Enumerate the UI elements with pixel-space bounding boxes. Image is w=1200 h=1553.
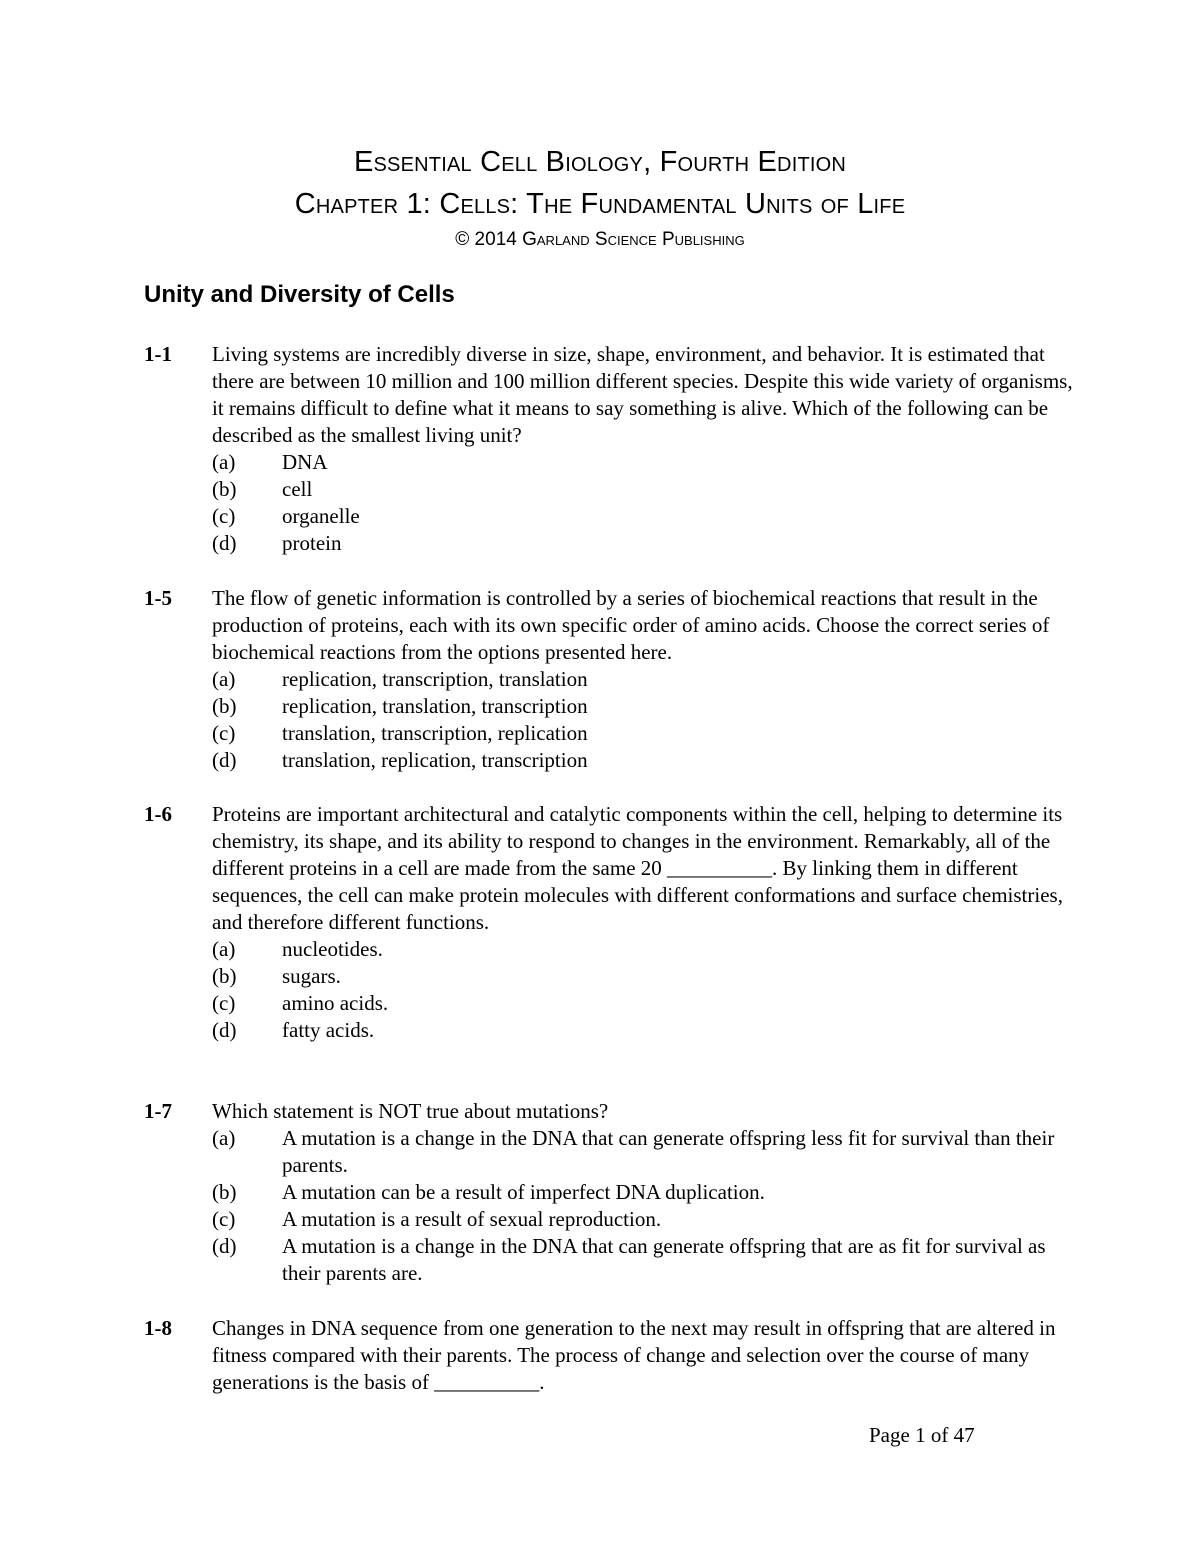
- option-letter: (b): [212, 477, 237, 501]
- answer-option: [212, 963, 1074, 990]
- option-text: replication, transcription, translation: [282, 667, 588, 691]
- chapter-title: Chapter 1: Cells: The Fundamental Units of Life: [294, 188, 906, 220]
- question-text: Proteins are important architectural and catalytic components within the cell, helping to determine its chemistry, its shape, and its ability to respond to changes in the environment. Remarkably, all of the different proteins in a cell are made from the same 20 __________. By linking them in different sequences, the cell can make protein molecules with different conformations and surface chemistries, and therefore different functions.: [212, 802, 1063, 934]
- option-letter: (c): [212, 1207, 236, 1231]
- option-text: A mutation can be a result of imperfect DNA duplication.: [282, 1180, 765, 1204]
- answer-option: [212, 1017, 1074, 1044]
- document-header: [0, 141, 1200, 254]
- option-text: A mutation is a change in the DNA that can generate offspring that are as fit for survival as their parents are.: [282, 1234, 1046, 1285]
- option-letter: (c): [212, 504, 236, 528]
- question-text: The flow of genetic information is controlled by a series of biochemical reactions that result in the production of proteins, each with its own specific order of amino acids. Choose the correct series of biochemical reactions from the options presented here.: [212, 586, 1050, 664]
- answer-option: [212, 530, 1074, 557]
- option-letter: (b): [212, 694, 237, 718]
- question-1-6: [144, 801, 1074, 1044]
- question-text: Living systems are incredibly diverse in size, shape, environment, and behavior. It is estimated that there are between 10 million and 100 million different species. Despite this wide variety of organisms, it remains difficult to define what it means to say something is alive. Which of the following can be described as the smallest living unit?: [212, 342, 1073, 447]
- option-text: translation, transcription, replication: [282, 721, 588, 745]
- option-letter: (d): [212, 531, 237, 555]
- option-letter: (c): [212, 991, 236, 1015]
- question-number: 1-8: [144, 1316, 172, 1340]
- option-letter: (c): [212, 721, 236, 745]
- answer-option: [212, 1206, 1074, 1233]
- copyright-line: © 2014 Garland Science Publishing: [455, 229, 745, 250]
- option-text: A mutation is a change in the DNA that can generate offspring less fit for survival than their parents.: [282, 1126, 1055, 1177]
- question-number: 1-7: [144, 1099, 172, 1123]
- answer-option: [212, 1233, 1074, 1287]
- option-letter: (b): [212, 964, 237, 988]
- option-letter: (a): [212, 667, 236, 691]
- answer-option: [212, 503, 1074, 530]
- answer-option: [212, 693, 1074, 720]
- option-text: translation, replication, transcription: [282, 748, 588, 772]
- question-1-7: [144, 1098, 1074, 1287]
- answer-option: [212, 476, 1074, 503]
- answer-option: [212, 449, 1074, 476]
- question-1-1: [144, 341, 1074, 557]
- book-title: Essential Cell Biology, Fourth Edition: [353, 146, 847, 178]
- question-number: 1-1: [144, 342, 172, 366]
- option-text: DNA: [282, 450, 328, 474]
- page-number: Page 1 of 47: [869, 1423, 975, 1447]
- option-text: sugars.: [282, 964, 341, 988]
- answer-option: [212, 747, 1074, 774]
- option-text: cell: [282, 477, 313, 501]
- option-text: protein: [282, 531, 342, 555]
- answer-option: [212, 1125, 1074, 1179]
- answer-option: [212, 936, 1074, 963]
- question-1-5: [144, 585, 1074, 774]
- question-1-8: [144, 1315, 1074, 1396]
- option-letter: (a): [212, 450, 236, 474]
- option-letter: (d): [212, 1018, 237, 1042]
- question-number: 1-6: [144, 802, 172, 826]
- option-letter: (a): [212, 937, 236, 961]
- section-heading: Unity and Diversity of Cells: [144, 281, 455, 308]
- option-text: organelle: [282, 504, 360, 528]
- answer-option: [212, 666, 1074, 693]
- option-text: fatty acids.: [282, 1018, 375, 1042]
- answer-option: [212, 720, 1074, 747]
- option-text: A mutation is a result of sexual reproduction.: [282, 1207, 662, 1231]
- option-letter: (b): [212, 1180, 237, 1204]
- question-number: 1-5: [144, 586, 172, 610]
- option-text: nucleotides.: [282, 937, 383, 961]
- question-text: Changes in DNA sequence from one generation to the next may result in offspring that are altered in fitness compared with their parents. The process of change and selection over the course of many generations is the basis of __________.: [212, 1316, 1056, 1394]
- option-text: amino acids.: [282, 991, 389, 1015]
- option-text: replication, translation, transcription: [282, 694, 588, 718]
- answer-option: [212, 1179, 1074, 1206]
- answer-option: [212, 990, 1074, 1017]
- question-text: Which statement is NOT true about mutations?: [212, 1099, 609, 1123]
- option-letter: (a): [212, 1126, 236, 1150]
- option-letter: (d): [212, 1234, 237, 1258]
- option-letter: (d): [212, 748, 237, 772]
